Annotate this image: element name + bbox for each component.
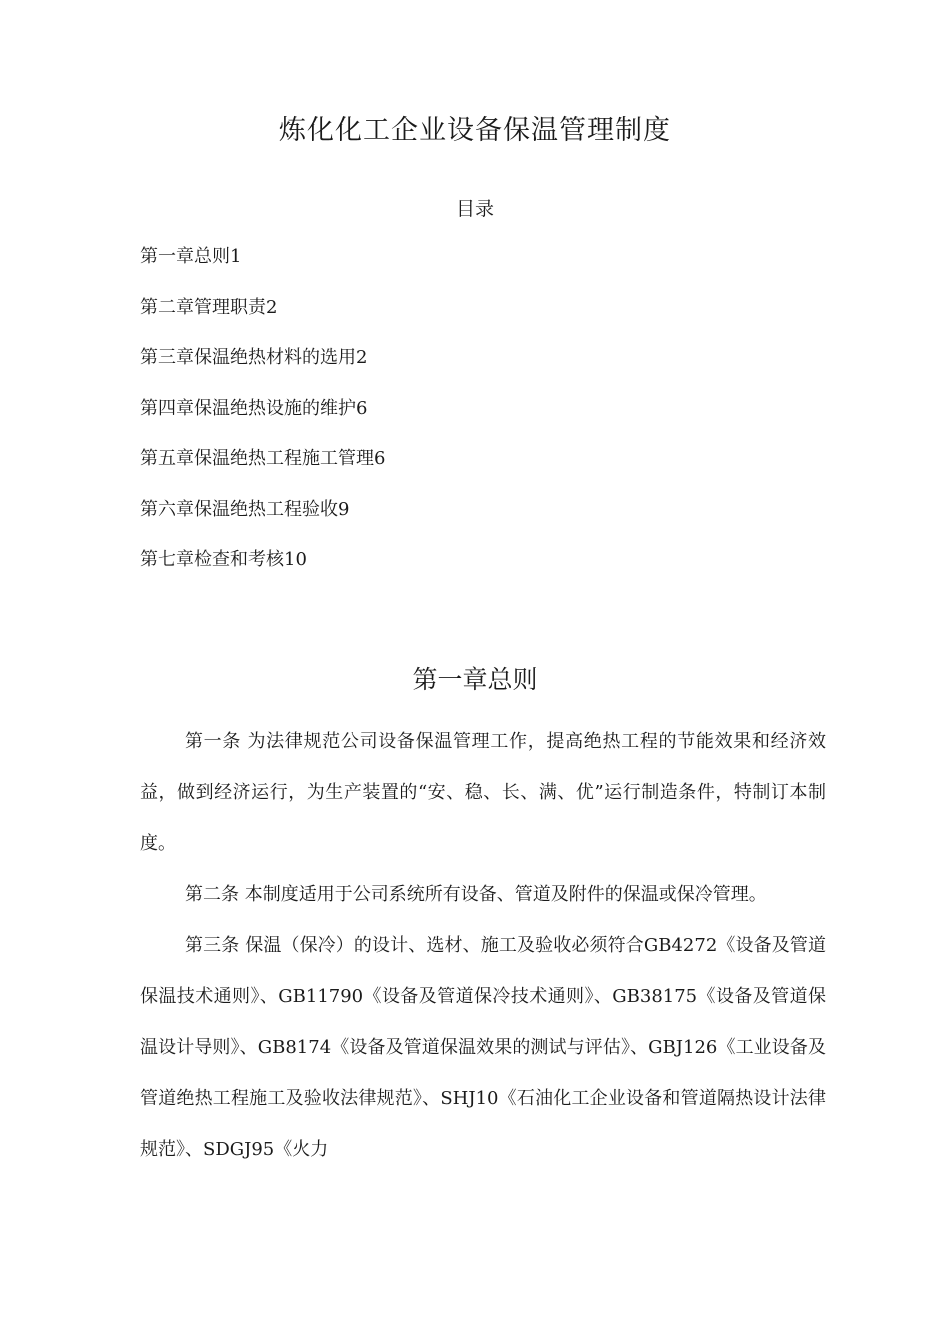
document-title: 炼化化工企业设备保温管理制度 [279,115,671,146]
table-of-contents [140,240,840,594]
toc-item[interactable]: 第二章管理职责2 [140,296,278,318]
toc-item[interactable]: 第七章检查和考核10 [140,549,307,570]
toc-item[interactable]: 第六章保温绝热工程验收9 [140,498,350,520]
toc-item[interactable]: 第一章总则1 [140,246,242,267]
article-paragraph: 第二条 本制度适用于公司系统所有设备、管道及附件的保温或保冷管理。 [185,884,767,905]
article-paragraph: 第三条 保温（保冷）的设计、选材、施工及验收必须符合GB4272《设备及管道保温技术通则》、GB11790《设备及管道保冷技术通则》、GB38175《设备及管道保温设计导则》、GB8174《设备及管道保温效果的测试与评估》、GBJ126《工业设备及管道绝热工程施工及验收法律规范》、SHJ10《石油化工企业设备和管道隔热设计法律规范》、SDGJ95《火力 [140,935,826,1160]
toc-heading: 目录 [455,198,494,220]
toc-item[interactable]: 第三章保温绝热材料的选用2 [140,347,368,368]
chapter-title: 第一章总则 [412,665,538,694]
article-paragraph: 第一条 为法律规范公司设备保温管理工作，提高绝热工程的节能效果和经济效益，做到经济运行，为生产装置的“安、稳、长、满、优”运行制造条件，特制订本制度。 [140,731,826,854]
chapter-body [140,716,826,1175]
toc-item[interactable]: 第五章保温绝热工程施工管理6 [140,448,386,469]
toc-item[interactable]: 第四章保温绝热设施的维护6 [140,397,368,419]
